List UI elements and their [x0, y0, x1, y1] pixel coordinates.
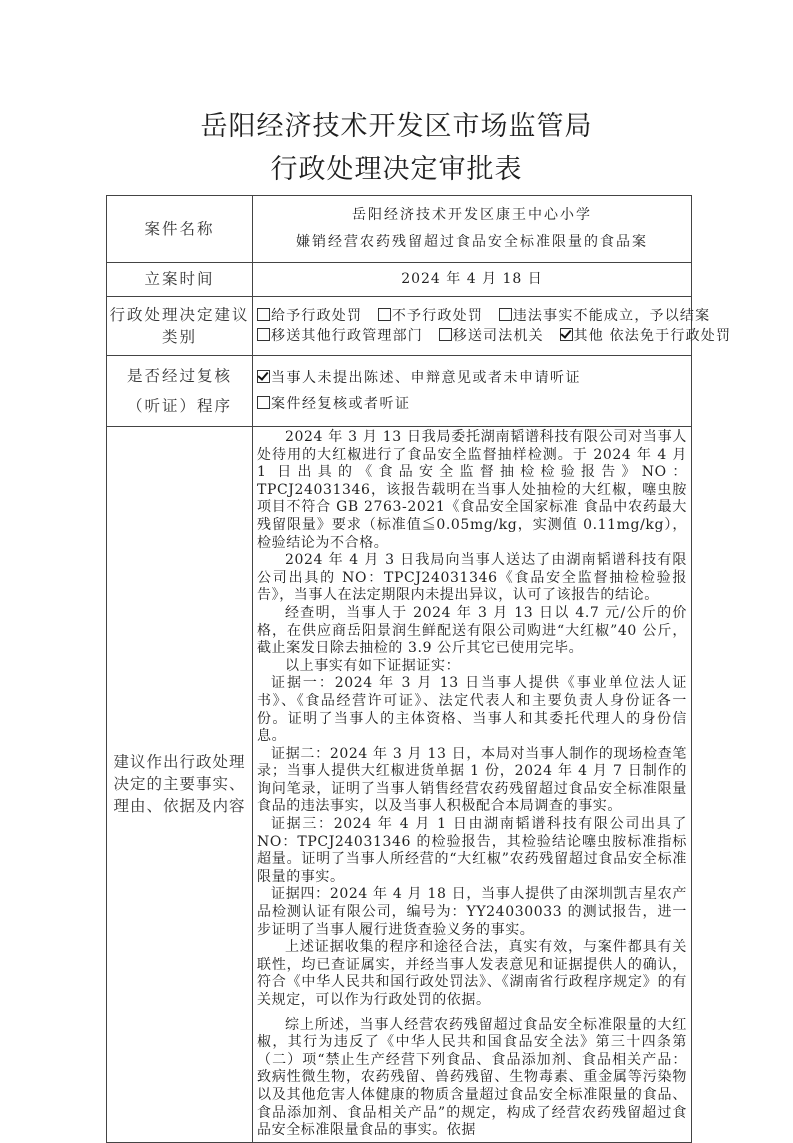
- checkbox-icon: [378, 308, 391, 321]
- review-options: [253, 356, 692, 427]
- case-name-label: 案件名称: [107, 196, 253, 263]
- decision-type-label-line2: 类别: [161, 328, 197, 346]
- facts-paragraph: 上述证据收集的程序和途径合法，真实有效，与案件都具有关联性，均已查证属实，并经当事人发表意见和证据提供人的确认，符合《中华人民共和国行政处罚法》、《湖南省行政程序规定》的有关规定，可以作为行政处罚的依据。: [257, 939, 687, 1008]
- row-decision-type: [107, 297, 692, 356]
- option-label: 案件经复核或者听证: [271, 396, 411, 412]
- evidence-paragraph: 证据一：2024 年 3 月 13 日当事人提供《事业单位法人证书》、《食品经营许可证》、法定代表人和主要负责人身份证各一份。证明了当事人的主体资格、当事人和其委托代理人的身份信息。: [257, 675, 687, 745]
- option-close-case[interactable]: [499, 306, 711, 326]
- facts-paragraph: 2024 年 3 月 13 日我局委托湖南韬谱科技有限公司对当事人处待用的大红椒进行了食品安全监督抽样检测。于 2024 年 4 月 1 日出具的《食品安全监督抽检检验报告》NO：TPCJ24031346，该报告载明在当事人处抽检的大红椒，噻虫胺项目不符合 GB 2763-2021《食品安全国家标准 食品中农药最大残留限量》要求（标准值≦0.05mg/kg，实测值 0.11mg/kg），检验结论为不合格。: [257, 429, 687, 551]
- option-label: 违法事实不能成立，予以结案: [512, 308, 711, 324]
- checkbox-checked-icon: [257, 370, 270, 383]
- option-label: 给予行政处罚: [271, 308, 363, 324]
- document-subtitle: 行政处理决定审批表: [270, 154, 523, 185]
- approval-table: [106, 195, 732, 1143]
- decision-type-label-line1: 行政处理决定建议: [109, 306, 250, 324]
- option-label: 其他 依法免于行政处罚: [573, 328, 732, 344]
- facts-label: 建议作出行政处理决定的主要事实、理由、依据及内容: [107, 427, 253, 1143]
- review-label: [107, 356, 253, 427]
- checkbox-icon: [499, 308, 512, 321]
- option-other[interactable]: [560, 326, 732, 346]
- row-facts: [107, 427, 692, 1143]
- checkbox-icon: [257, 396, 270, 409]
- review-label-line2: （听证）程序: [126, 397, 232, 415]
- filing-date-label: 立案时间: [107, 263, 253, 297]
- checkbox-icon: [257, 328, 270, 341]
- conclusion-paragraph: 综上所述，当事人经营农药残留超过食品安全标准限量的大红椒，其行为违反了《中华人民共和国食品安全法》第三十四条第（二）项“禁止生产经营下列食品、食品添加剂、食品相关产品：致病性微生物，农药残留、兽药残留、生物毒素、重金属等污染物以及其他危害人体健康的物质含量超过食品安全标准限量的食品、食品添加剂、食品相关产品”的规定，构成了经营农药残留超过食品安全标准限量食品的事实。依据: [257, 1016, 687, 1139]
- option-label: 移送司法机关: [452, 328, 544, 344]
- row-filing-date: [107, 263, 692, 297]
- row-case-name: [107, 196, 692, 263]
- evidence-paragraph: 证据三：2024 年 4 月 1 日由湖南韬谱科技有限公司出具了 NO：TPCJ24031346 的检验报告，其检验结论噻虫胺标准指标超量。证明了当事人所经营的“大红椒”农药残留超过食品安全标准限量的事实。: [257, 816, 687, 885]
- option-no-penalty[interactable]: [378, 306, 483, 326]
- option-no-statement[interactable]: [257, 365, 687, 391]
- case-name-value: [253, 196, 692, 263]
- filing-date-value: 2024 年 4 月 18 日: [253, 263, 692, 297]
- decision-type-options: [253, 297, 732, 356]
- option-transfer-judicial[interactable]: [439, 326, 544, 346]
- option-label: 不予行政处罚: [391, 308, 484, 324]
- option-label: 移送其他行政管理部门: [271, 328, 423, 344]
- checkbox-icon: [257, 308, 270, 321]
- facts-paragraph: 以上事实有如下证据证实：: [285, 657, 461, 674]
- decision-type-label: [107, 297, 253, 356]
- option-transfer-admin[interactable]: [257, 326, 423, 346]
- option-label: 当事人未提出陈述、申辩意见或者未申请听证: [271, 370, 581, 386]
- document-title: 岳阳经济技术开发区市场监管局: [200, 111, 593, 142]
- evidence-paragraph: 证据四：2024 年 4 月 18 日，当事人提供了由深圳凯吉星农产品检测认证有限公司，编号为：YY24030033 的测试报告，进一步证明了当事人履行进货查验义务的事实。: [257, 886, 687, 938]
- evidence-paragraph: 证据二：2024 年 3 月 13 日，本局对当事人制作的现场检查笔录；当事人提供大红椒进货单据 1 份，2024 年 4 月 7 日制作的询问笔录，证明了当事人销售经营农药残留超过食品安全标准限量食品的违法事实，以及当事人积极配合本局调查的事实。: [257, 745, 687, 815]
- review-label-line1: 是否经过复核: [126, 367, 232, 385]
- case-name-line2: 嫌销经营农药残留超过食品安全标准限量的食品案: [296, 234, 648, 250]
- option-give-penalty[interactable]: [257, 306, 362, 326]
- checkbox-checked-icon: [560, 328, 573, 341]
- facts-body: [253, 427, 692, 1143]
- facts-paragraph: 经查明，当事人于 2024 年 3 月 13 日以 4.7 元/公斤的价格，在供应商岳阳景润生鲜配送有限公司购进“大红椒”40 公斤，截止案发日除去抽检的 3.9 公斤其它已使用完毕。: [257, 604, 687, 657]
- facts-paragraph: 2024 年 4 月 3 日我局向当事人送达了由湖南韬谱科技有限公司出具的 NO：TPCJ24031346《食品安全监督抽检检验报告》，当事人在法定期限内未提出异议，认可了该报告的结论。: [257, 552, 687, 604]
- row-review: [107, 356, 692, 427]
- option-reviewed[interactable]: [257, 391, 687, 417]
- case-name-line1: 岳阳经济技术开发区康王中心小学: [352, 207, 592, 223]
- checkbox-icon: [439, 328, 452, 341]
